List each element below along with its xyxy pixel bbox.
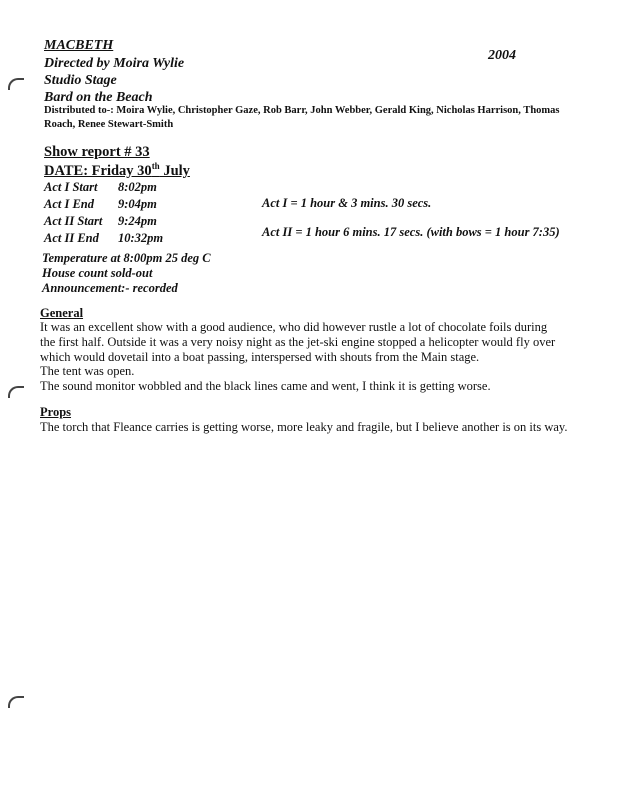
year: 2004 [488,48,516,63]
punch-hole-mark [8,386,24,398]
act1-duration: Act I = 1 hour & 3 mins. 30 secs. [262,196,432,210]
date-text: DATE: Friday 30 [44,162,152,179]
house-count: House count sold-out [42,266,153,280]
timing-value: 9:24pm [118,214,157,228]
venue-line: Studio Stage [44,73,117,88]
timing-value: 8:02pm [118,180,157,194]
timing-label: Act I End [44,197,95,211]
temperature: Temperature at 8:00pm 25 deg C [42,251,211,265]
timing-value: 10:32pm [118,231,164,245]
distribution-list: Distributed to-: Moira Wylie, Christopher Gaze, Rob Barr, John Webber, Gerald King, Nicholas Harrison, Thomas Roach, Renee Stewart-Smith [44,105,560,130]
punch-hole-mark [8,696,24,708]
announcement: Announcement:- recorded [42,281,178,295]
company-line: Bard on the Beach [44,90,153,105]
general-paragraph: The sound monitor wobbled and the black lines came and went, I think it is getting worse. [40,379,491,393]
date-month: July [159,162,190,179]
general-paragraph: It was an excellent show with a good audience, who did however rustle a lot of chocolate foils during the first half. Outside it was a very noisy night as the jet-ski engine stopped a helicopter would fly over which would dovetail into a boat passing, interspersed with shouts from the Main stage. [40,320,556,364]
show-report-number: Show report # 33 [44,144,150,160]
timing-label: Act II Start [44,214,103,228]
report-date [44,161,190,180]
general-heading: General [40,306,84,320]
timing-label: Act II End [44,231,99,245]
props-heading: Props [40,405,72,419]
act2-duration: Act II = 1 hour 6 mins. 17 secs. (with bows = 1 hour 7:35) [262,225,560,239]
props-paragraph: The torch that Fleance carries is getting worse, more leaky and fragile, but I believe another is on its way. [40,420,568,434]
date-ordinal: th [151,161,160,171]
director-line: Directed by Moira Wylie [44,56,185,71]
punch-hole-mark [8,78,24,90]
play-title: MACBETH [44,38,114,53]
timing-value: 9:04pm [118,197,157,211]
timing-label: Act I Start [44,180,98,194]
general-paragraph: The tent was open. [40,364,135,378]
